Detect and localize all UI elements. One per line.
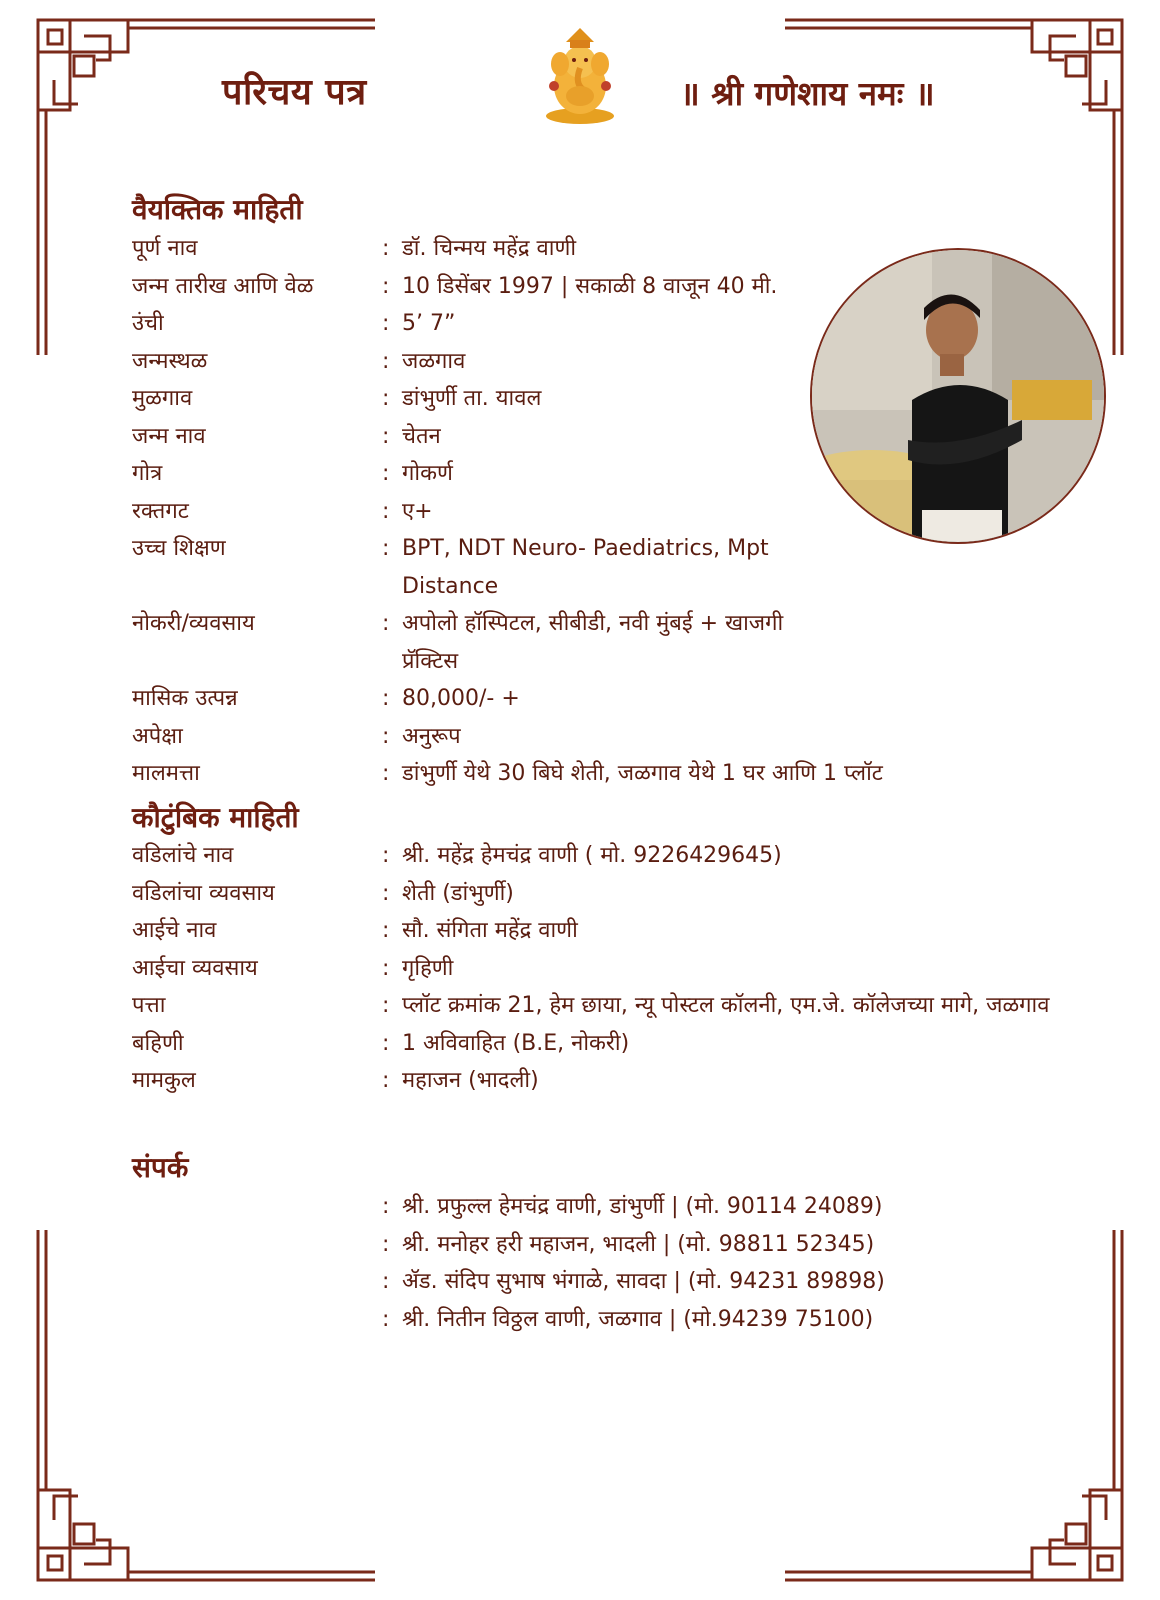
field-value: श्री. महेंद्र हेमचंद्र वाणी ( मो. 9226429645): [402, 843, 782, 868]
colon-separator: :: [382, 611, 390, 636]
section-heading-personal: वैयक्तिक माहिती: [132, 193, 303, 226]
colon-separator: :: [382, 880, 390, 906]
family-row: [132, 1062, 1092, 1100]
invocation-text: ॥ श्री गणेशाय नमः ॥: [680, 74, 935, 113]
field-value: जळगाव: [402, 348, 466, 374]
field-value: शेती (डांभुर्णी): [402, 880, 514, 906]
colon-separator: :: [382, 536, 390, 561]
field-value: BPT, NDT Neuro- Paediatrics, Mpt Distance: [402, 536, 769, 599]
section-heading-family: कौटुंबिक माहिती: [132, 801, 299, 834]
field-value: 1 अविवाहित (B.E, नोकरी): [402, 1030, 630, 1056]
contact-row: [132, 1301, 1092, 1339]
contact-row: [132, 1226, 1092, 1264]
section-heading-contact: संपर्क: [132, 1151, 189, 1184]
field-label: [132, 1263, 382, 1301]
colon-separator: :: [382, 311, 390, 336]
family-row: [132, 987, 1092, 1025]
field-value: श्री. प्रफुल्ल हेमचंद्र वाणी, डांभुर्णी | (मो. 90114 24089): [402, 1194, 883, 1219]
field-value: ॲड. संदिप सुभाष भंगाळे, सावदा | (मो. 94231 89898): [402, 1269, 885, 1294]
field-label: [132, 1188, 382, 1226]
colon-separator: :: [382, 761, 390, 786]
colon-separator: :: [382, 918, 390, 943]
field-value: ए+: [402, 498, 433, 524]
field-value: 80,000/- +: [402, 686, 520, 711]
personal-row: [132, 268, 1092, 306]
colon-separator: :: [382, 723, 390, 749]
contact-list: [132, 1188, 1092, 1338]
field-label: उंची: [132, 311, 164, 336]
field-label: मामकुल: [132, 1068, 196, 1093]
colon-separator: :: [382, 1306, 390, 1332]
field-label: रक्तगट: [132, 498, 189, 524]
page-title: परिचय पत्र: [222, 72, 367, 113]
personal-row: [132, 343, 1092, 381]
field-label: जन्म नाव: [132, 423, 206, 449]
field-label: जन्मस्थळ: [132, 348, 208, 374]
field-label: मालमत्ता: [132, 761, 200, 786]
personal-row: [132, 718, 1092, 756]
colon-separator: :: [382, 1030, 390, 1056]
field-value: डॉ. चिन्मय महेंद्र वाणी: [402, 236, 577, 261]
colon-separator: :: [382, 348, 390, 374]
family-row: [132, 875, 1092, 913]
field-label: [132, 1226, 382, 1264]
field-value: अनुरूप: [402, 723, 461, 749]
personal-row: [132, 493, 1092, 531]
colon-separator: :: [382, 423, 390, 449]
field-label: अपेक्षा: [132, 723, 183, 749]
personal-row: [132, 380, 1092, 418]
contact-row: [132, 1188, 1092, 1226]
field-label: पत्ता: [132, 993, 166, 1018]
field-label: आईचा व्यवसाय: [132, 955, 258, 981]
field-label: उच्च शिक्षण: [132, 536, 226, 561]
field-value: अपोलो हॉस्पिटल, सीबीडी, नवी मुंबई + खाजगी प्रॅक्टिस: [402, 611, 784, 674]
field-label: मासिक उत्पन्न: [132, 686, 238, 711]
family-row: [132, 912, 1092, 950]
contact-row: [132, 1263, 1092, 1301]
field-value: चेतन: [402, 423, 441, 449]
field-label: [132, 1301, 382, 1339]
field-label: जन्म तारीख आणि वेळ: [132, 273, 314, 299]
field-value: डांभुर्णी ता. यावल: [402, 386, 542, 411]
colon-separator: :: [382, 386, 390, 411]
field-value: प्लॉट क्रमांक 21, हेम छाया, न्यू पोस्टल कॉलनी, एम.जे. कॉलेजच्या मागे, जळगाव: [402, 993, 1050, 1018]
field-label: पूर्ण नाव: [132, 236, 198, 261]
personal-row: [132, 680, 1092, 718]
colon-separator: :: [382, 686, 390, 711]
colon-separator: :: [382, 236, 390, 261]
colon-separator: :: [382, 1068, 390, 1093]
field-value: गृहिणी: [402, 955, 454, 981]
colon-separator: :: [382, 955, 390, 981]
personal-row: [132, 418, 1092, 456]
field-value: 5’ 7”: [402, 311, 456, 336]
field-label: गोत्र: [132, 461, 163, 486]
colon-separator: :: [382, 273, 390, 299]
ganesha-illustration: [536, 24, 624, 128]
field-label: नोकरी/व्यवसाय: [132, 611, 255, 636]
colon-separator: :: [382, 1231, 390, 1257]
field-label: वडिलांचे नाव: [132, 843, 234, 868]
family-info-list: [132, 837, 1092, 1100]
field-value: श्री. मनोहर हरी महाजन, भादली | (मो. 98811 52345): [402, 1231, 875, 1257]
field-label: आईचे नाव: [132, 918, 217, 943]
colon-separator: :: [382, 1269, 390, 1294]
personal-info-list: [132, 230, 1092, 793]
personal-row: [132, 755, 1092, 793]
field-value: डांभुर्णी येथे 30 बिघे शेती, जळगाव येथे 1 घर आणि 1 प्लॉट: [402, 761, 883, 786]
field-value: श्री. नितीन विठ्ठल वाणी, जळगाव | (मो.94239 75100): [402, 1306, 874, 1332]
personal-row: [132, 605, 1092, 680]
field-value: 10 डिसेंबर 1997 | सकाळी 8 वाजून 40 मी.: [402, 273, 778, 299]
colon-separator: :: [382, 461, 390, 486]
personal-row: [132, 455, 1092, 493]
personal-row: [132, 230, 1092, 268]
colon-separator: :: [382, 993, 390, 1018]
field-label: बहिणी: [132, 1030, 184, 1056]
colon-separator: :: [382, 843, 390, 868]
field-value: गोकर्ण: [402, 461, 453, 486]
family-row: [132, 950, 1092, 988]
family-row: [132, 837, 1092, 875]
personal-row: [132, 305, 1092, 343]
field-label: मुळगाव: [132, 386, 193, 411]
family-row: [132, 1025, 1092, 1063]
field-value: महाजन (भादली): [402, 1068, 539, 1093]
personal-row: [132, 530, 1092, 605]
field-value: सौ. संगिता महेंद्र वाणी: [402, 918, 578, 943]
field-label: वडिलांचा व्यवसाय: [132, 880, 275, 906]
colon-separator: :: [382, 1194, 390, 1219]
colon-separator: :: [382, 498, 390, 524]
